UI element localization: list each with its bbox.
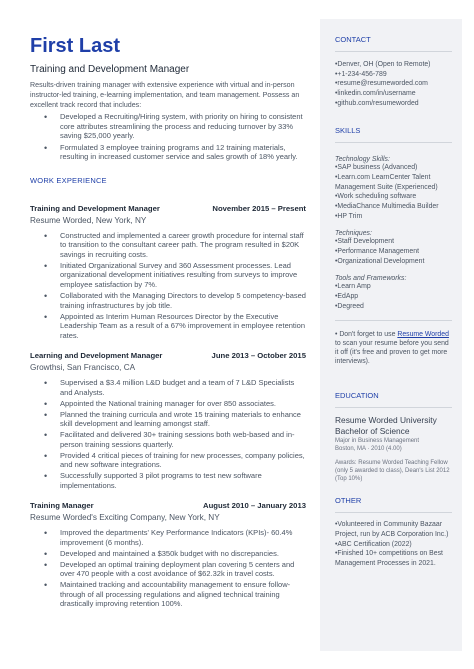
job-bullet: • Appointed the National training manager for over 850 associates. (30, 399, 306, 409)
summary-bullet: • Developed a Recruiting/Hiring system, with priority on hiring to consistent core attributes streamlining the process and reducing turnover by 33% saving $25,000 yearly. (30, 112, 306, 141)
contact-github[interactable]: • github.com/resumeworded (335, 99, 452, 109)
education-degree: Bachelor of Science (335, 425, 410, 436)
job-bullet: • Planned the training curricula and wrote 15 training materials to enhance skill development and learning amongst staff. (30, 410, 306, 429)
summary-bullet: • Formulated 3 employee training programs and 12 training materials, resulting in increased customer service and sales growth of 18% yearly. (30, 143, 306, 162)
skill-item: • Staff Development (335, 237, 452, 247)
divider (335, 142, 452, 143)
job-bullet: • Facilitated and delivered 30+ training sessions both web-based and in-person training sessions quarterly. (30, 430, 306, 449)
tip-text-after: to scan your resume before you send it off (it's free and proven to get more interviews). (335, 340, 449, 366)
resume-tip: • Don't forget to use Resume Worded to scan your resume before you send it off (it's free and proven to get more interviews). (335, 331, 449, 366)
job-company: Growthsi, San Francisco, CA (30, 363, 136, 373)
job-company: Resume Worded's Exciting Company, New York, NY (30, 513, 220, 523)
contact-linkedin[interactable]: • linkedin.com/in/username (335, 89, 452, 99)
job-bullet: • Developed an optimal training deployment plan covering 5 centers and over 470 people with a cost avoidance of $62.32k in travel costs. (30, 560, 306, 579)
education-location: Boston, MA · 2010 (4.00) (335, 445, 402, 452)
job-bullet: • Constructed and implemented a career growth procedure for internal staff to transition to the consultant career path. The program resulted in $20K savings in recruiting costs. (30, 231, 306, 260)
candidate-name: First Last (30, 35, 121, 57)
job-dates: June 2013 – October 2015 (211, 351, 306, 361)
divider (335, 320, 452, 321)
job-bullets (30, 231, 306, 340)
skill-item: • Performance Management (335, 247, 452, 257)
job-title: Training Manager (30, 501, 94, 511)
divider (335, 51, 452, 52)
other-list (335, 520, 452, 568)
job-bullet: • Initiated Organizational Survey and 360 Assessment processes. Lead organizational development initiatives resulting from surveys to improve employee satisfaction by 7%. (30, 261, 306, 290)
job-entry (30, 501, 306, 609)
job-title: Training and Development Manager (30, 203, 160, 213)
job-bullet: • Maintained tracking and accountability management to ensure follow-through of all processing regulations and aligned technical training drastically improving retention 100%. (30, 580, 306, 609)
skills-group-label: Technology Skills: (335, 156, 390, 164)
other-item: • ABC Certification (2022) (335, 540, 452, 550)
skills-list (335, 282, 452, 311)
education-heading: EDUCATION (335, 391, 379, 401)
contact-email[interactable]: • resume@resumeworded.com (335, 79, 452, 89)
contact-location: • Denver, OH (Open to Remote) (335, 60, 452, 70)
skills-group-label: Tools and Frameworks: (335, 275, 407, 283)
divider (335, 407, 452, 408)
summary-bullets (30, 112, 306, 162)
skills-list (335, 237, 452, 266)
contact-list (335, 60, 452, 108)
skill-item: • MediaChance Multimedia Builder (335, 202, 452, 212)
skill-item: • SAP business (Advanced) (335, 163, 452, 173)
job-bullet: • Supervised a $3.4 million L&D budget and a team of 7 L&D Specialists and Analysts. (30, 378, 306, 397)
other-heading: OTHER (335, 496, 362, 506)
job-bullet: • Improved the departments' Key Performance Indicators (KPIs)- 60.4% improvement (6 months). (30, 528, 306, 547)
summary-text: Results-driven training manager with extensive experience with virtual and in-person instructor-led training, e-learning implementation, and team management. Possess an excellent track record that includes: (30, 81, 300, 109)
job-dates: August 2010 – January 2013 (203, 501, 306, 511)
tip-text-before: Don't forget to use (339, 331, 398, 339)
job-bullets (30, 528, 306, 609)
contact-phone[interactable]: • +1-234-456-789 (335, 70, 452, 80)
job-entry (30, 204, 306, 340)
sidebar (320, 19, 462, 651)
skills-group-label: Techniques: (335, 230, 372, 238)
job-bullet: • Collaborated with the Managing Directors to develop 5 competency-based training infrastructures by job title. (30, 291, 306, 310)
education-awards: Awards: Resume Worded Teaching Fellow (only 5 awarded to class), Dean's List 2012 (Top 10%) (335, 460, 450, 483)
job-title: Learning and Development Manager (30, 351, 163, 361)
skill-item: • Degreed (335, 302, 452, 312)
contact-heading: CONTACT (335, 35, 371, 44)
skill-item: • HP Trim (335, 212, 452, 222)
divider (335, 512, 452, 513)
skill-item: • Learn Amp (335, 282, 452, 292)
education-major: Major in Business Management (335, 437, 420, 444)
job-company: Resume Worded, New York, NY (30, 215, 147, 225)
job-bullet: • Appointed as Interim Human Resources Director by the Executive Leadership Team as a result of a 67% improvement in employee retention rates. (30, 312, 306, 341)
job-dates: November 2015 – Present (212, 203, 306, 213)
job-entry (30, 351, 306, 490)
skills-heading: SKILLS (335, 126, 361, 136)
skill-item: • Learn.com LearnCenter Talent Management Suite (Experienced) (335, 173, 452, 192)
skill-item: • EdApp (335, 292, 452, 302)
job-title-headline: Training and Development Manager (30, 64, 190, 75)
work-experience-heading: WORK EXPERIENCE (30, 175, 107, 185)
skill-item: • Organizational Development (335, 257, 452, 267)
resume-worded-link[interactable]: Resume Worded (397, 331, 449, 339)
skills-list (335, 163, 452, 221)
skill-item: • Work scheduling software (335, 192, 452, 202)
main-column (30, 36, 306, 609)
other-item: • Volunteered in Community Bazaar Project, run by ACB Corporation Inc.) (335, 520, 452, 539)
job-bullet: • Developed and maintained a $350k budget with no discrepancies. (30, 549, 306, 559)
other-item: • Finished 10+ competitions on Best Management Processes in 2021. (335, 549, 452, 568)
job-bullets (30, 378, 306, 490)
job-bullet: • Provided 4 critical pieces of training for new processes, company policies, and new software integrations. (30, 451, 306, 470)
education-school: Resume Worded University (335, 415, 437, 426)
job-bullet: • Successfully supported 3 pilot programs to test new software implementations. (30, 471, 306, 490)
